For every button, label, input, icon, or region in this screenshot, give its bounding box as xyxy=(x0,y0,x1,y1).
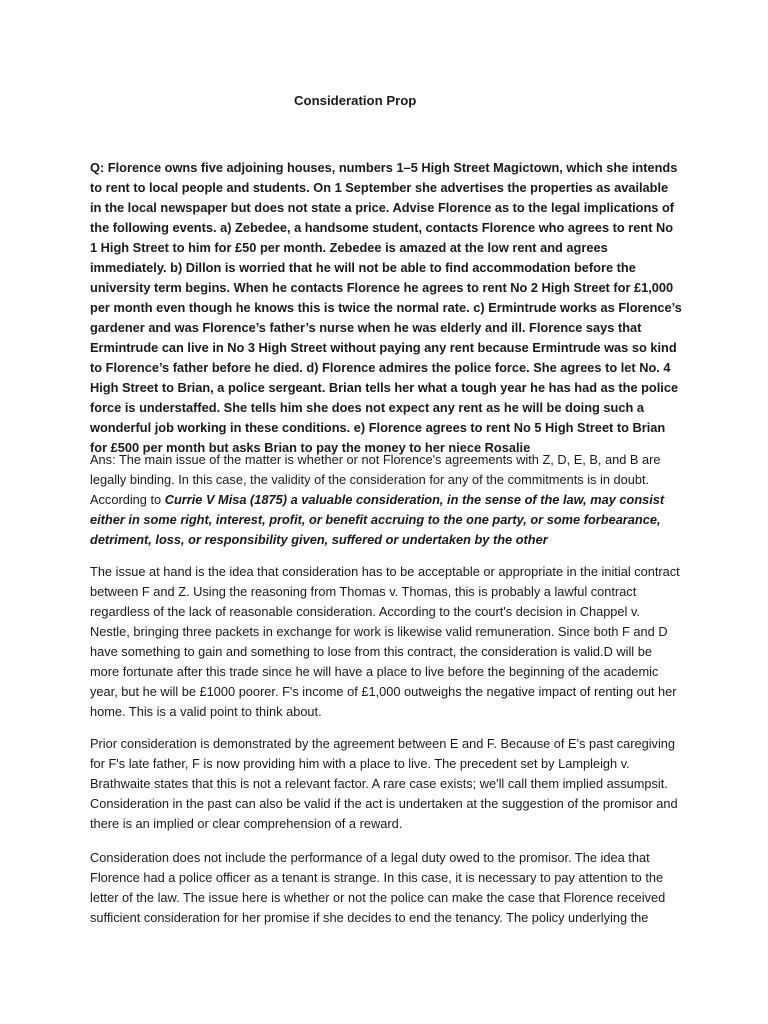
body-paragraph-2: Prior consideration is demonstrated by the agreement between E and F. Because of E's past caregiving for F's late father, F is now providing him with a place to live. The precedent set by Lampleigh v. Brathwaite states that this is not a relevant factor. A rare case exists; we'll call them implied assumpsit. Consideration in the past can also be valid if the act is undertaken at the suggestion of the promisor and there is an implied or clear comprehension of a reward. xyxy=(90,736,678,831)
body-paragraph-3: Consideration does not include the performance of a legal duty owed to the promisor. The idea that Florence had a police officer as a tenant is strange. In this case, it is necessary to pay attention to the letter of the law. The issue here is whether or not the police can make the case that Florence received sufficient consideration for her promise if she decides to end the tenancy. The policy underlying the xyxy=(90,850,666,925)
answer-paragraph xyxy=(90,450,682,550)
body-paragraph-1: The issue at hand is the idea that consideration has to be acceptable or appropriate in the initial contract between F and Z. Using the reasoning from Thomas v. Thomas, this is probably a lawful contract regardless of the lack of reasonable consideration. According to the court's decision in Chappel v. Nestle, bringing three packets in exchange for work is likewise valid remuneration. Since both F and D have something to gain and something to lose from this contract, the consideration is valid.D will be more fortunate after this trade since he will have a place to live before the beginning of the academic year, but he will be £1000 poorer. F's income of £1,000 outweighs the negative impact of renting out her home. This is a valid point to think about. xyxy=(90,564,680,719)
answer-text: : The main issue of the matter is whether or not Florence's agreements with Z, D, E, B, and B are legally binding. In this case, the validity of the consideration for any of the commitments is in doubt. According to xyxy=(90,452,661,507)
answer-citation: Currie V Misa (1875) a valuable consideration, in the sense of the law, may consist either in some right, interest, profit, or benefit accruing to the one party, or some forbearance, detriment, loss, or responsibility given, suffered or undertaken by the other xyxy=(90,492,665,547)
answer-label: Ans xyxy=(90,452,113,467)
document-title: Consideration Prop xyxy=(294,93,417,108)
question-paragraph: Q: Florence owns five adjoining houses, numbers 1–5 High Street Magictown, which she intends to rent to local people and students. On 1 September she advertises the properties as available in the local newspaper but does not state a price. Advise Florence as to the legal implications of the following events. a) Zebedee, a handsome student, contacts Florence who agrees to rent No 1 High Street to him for £50 per month. Zebedee is amazed at the low rent and agrees immediately. b) Dillon is worried that he will not be able to find accommodation before the university term begins. When he contacts Florence he agrees to rent No 2 High Street for £1,000 per month even though he knows this is twice the normal rate. c) Ermintrude works as Florence’s gardener and was Florence’s father’s nurse when he was elderly and ill. Florence says that Ermintrude can live in No 3 High Street without paying any rent because Ermintrude was so kind to Florence’s father before he died. d) Florence admires the police force. She agrees to let No. 4 High Street to Brian, a police sergeant. Brian tells her what a tough year he has had as the police force is understaffed. She tells him she does not expect any rent as he will be doing such a wonderful job working in these conditions. e) Florence agrees to rent No 5 High Street to Brian for £500 per month but asks Brian to pay the money to her niece Rosalie xyxy=(90,160,682,455)
